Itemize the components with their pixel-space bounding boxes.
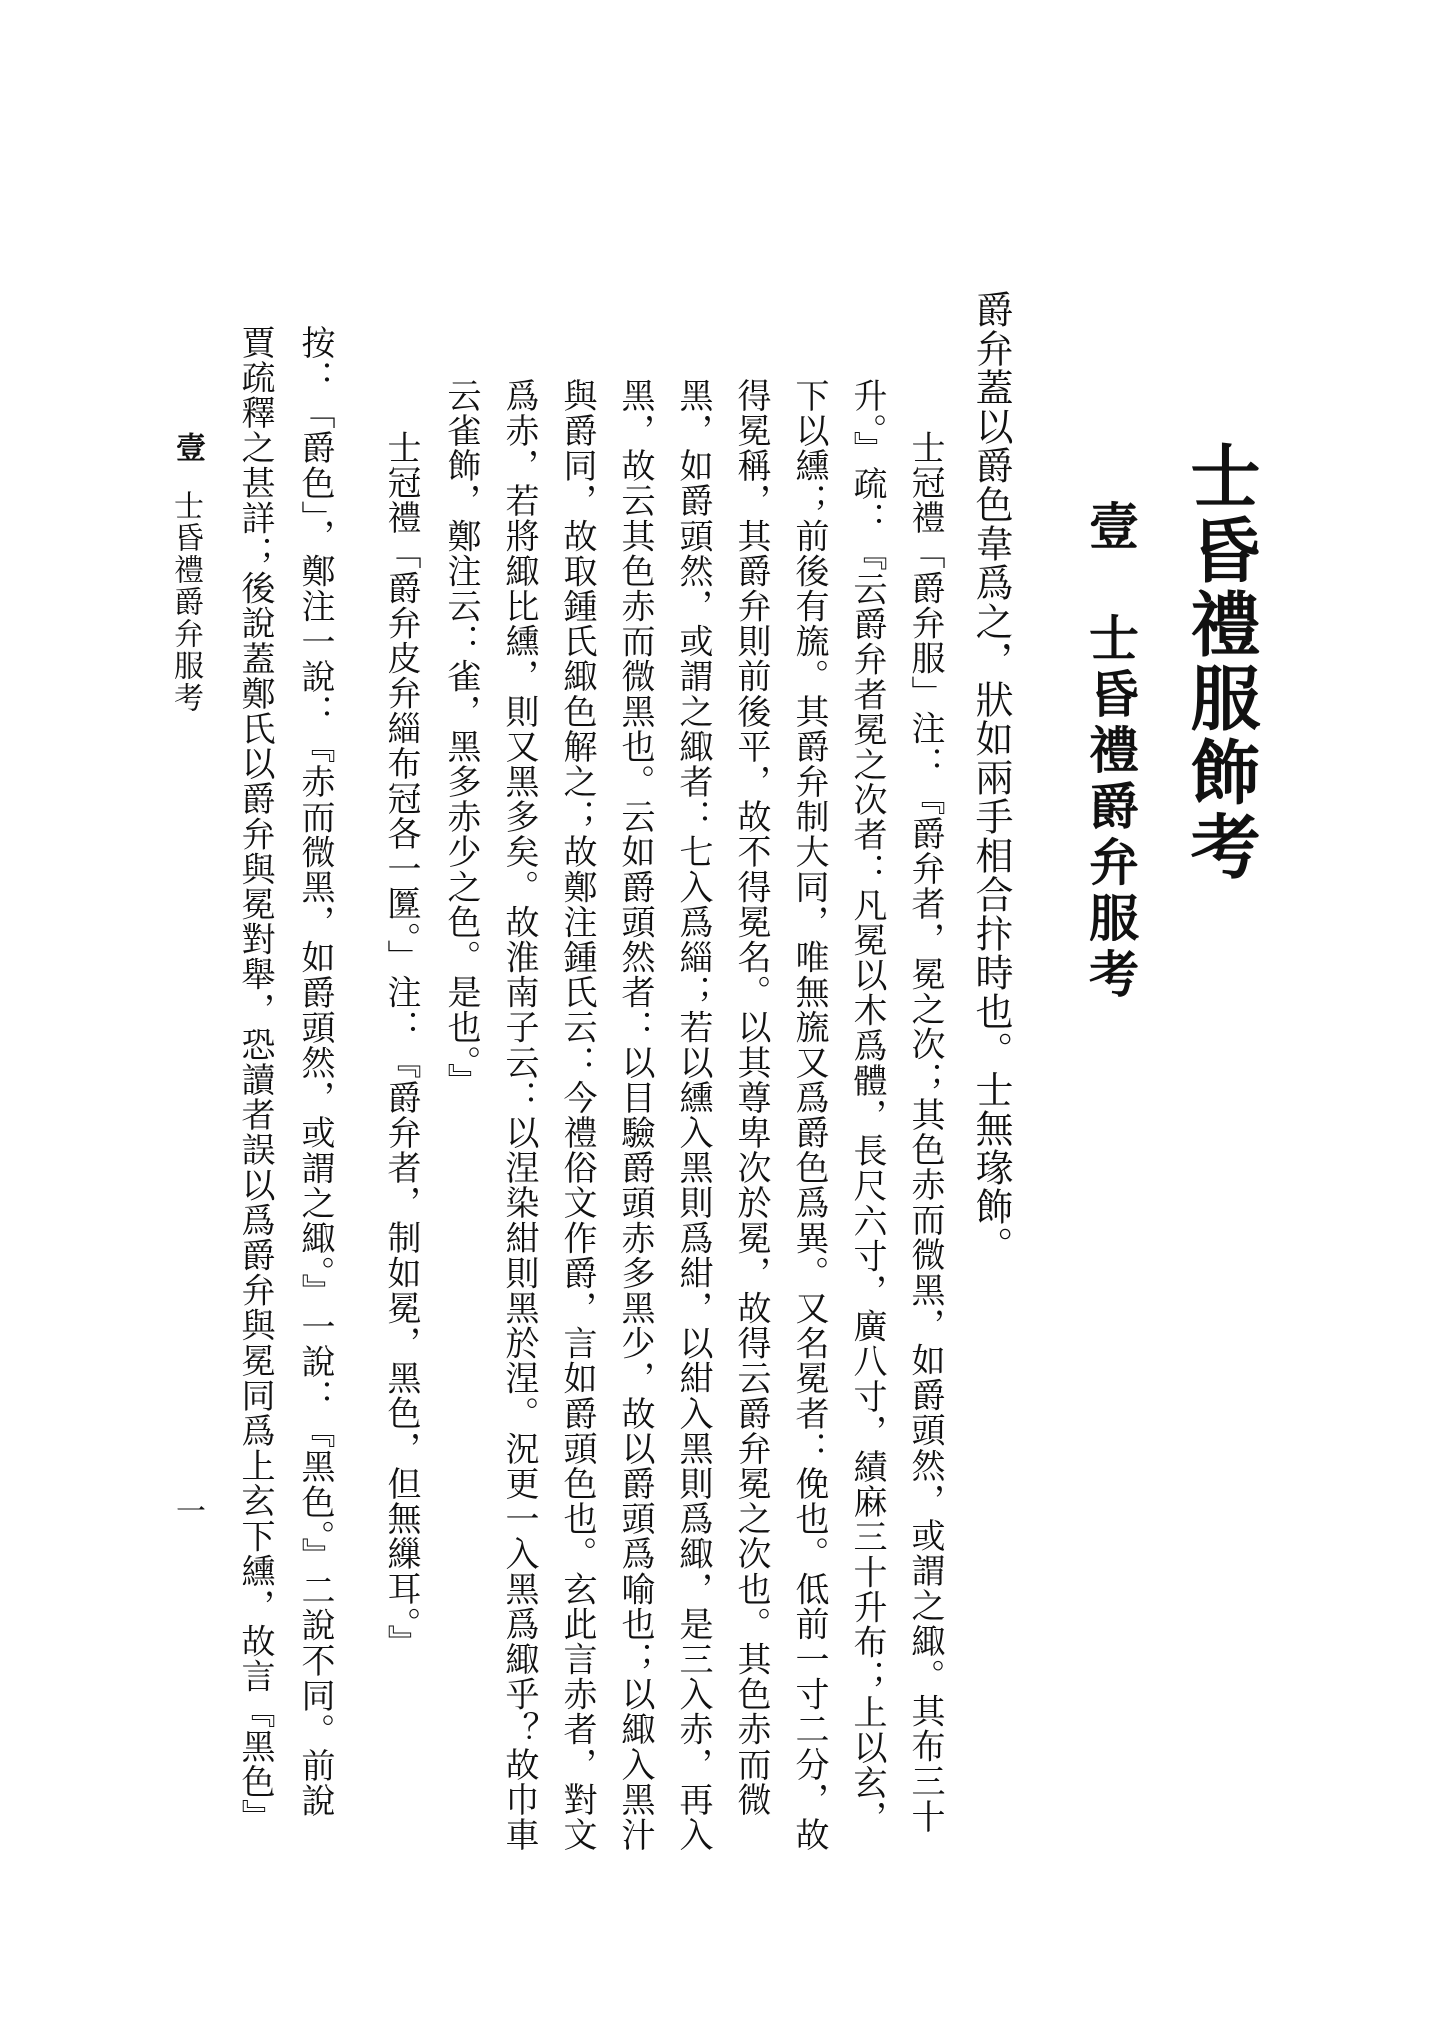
footer-section-mark: 壹 (170, 432, 205, 462)
page-title: 士昏禮服飾考 (1179, 440, 1262, 884)
body-column: 黑，如爵頭然，或謂之緅者：七入爲緇；若以纁入黑則爲紺，以紺入黑則爲緅，是三入赤，再入 (673, 378, 713, 1853)
body-column: 黑，故云其色赤而微黑也。云如爵頭然者：以目驗爵頭赤多黑少，故以爵頭爲喻也；以緅入黑汁 (615, 378, 655, 1853)
body-column: 按：「爵色」，鄭注一說：『赤而微黑，如爵頭然，或謂之緅。』一說：『黑色。』二說不同。前說 (295, 325, 335, 1819)
body-column: 下以纁；前後有旒。其爵弁制大同，唯無旒又爲爵色爲異。又名冕者：俛也。低前一寸二分，故 (789, 378, 829, 1853)
lead-paragraph: 爵弁蓋以爵色韋爲之，狀如兩手相合抃時也。士無瑑飾。 (969, 290, 1013, 1265)
running-title: 士昏禮爵弁服考 (168, 490, 203, 714)
body-column: 云雀飾，鄭注云：雀，黑多赤少之色。是也。』 (441, 378, 481, 1099)
body-column: 賈疏釋之甚詳；後說蓋鄭氏以爵弁與冕對舉，恐讀者誤以爲爵弁與冕同爲上玄下纁，故言『黑色』 (235, 325, 275, 1835)
body-column: 與爵同，故取鍾氏緅色解之；故鄭注鍾氏云：今禮俗文作爵，言如爵頭色也。玄此言赤者，對文 (557, 378, 597, 1853)
body-column: 得冕稱，其爵弁則前後平，故不得冕名。以其尊卑次於冕，故得云爵弁冕之次也。其色赤而微 (731, 378, 771, 1818)
body-column: 升。』疏：『云爵弁者冕之次者：凡冕以木爲體，長尺六寸，廣八寸，績麻三十升布；上以玄， (847, 378, 887, 1836)
page-number: 一 (170, 1495, 205, 1525)
body-column: 士冠禮「爵弁服」注：『爵弁者，冕之次；其色赤而微黑，如爵頭然，或謂之緅。其布三十 (905, 430, 945, 1834)
chapter-heading: 壹 士昏禮爵弁服考 (1081, 500, 1140, 1004)
body-column: 士冠禮「爵弁皮弁緇布冠各一匴。」注：『爵弁者，制如冕，黑色，但無繅耳。』 (381, 430, 421, 1660)
body-column: 爲赤，若將緅比纁，則又黑多矣。故淮南子云：以涅染紺則黑於涅。況更一入黑爲緅乎？故巾車 (499, 378, 539, 1853)
